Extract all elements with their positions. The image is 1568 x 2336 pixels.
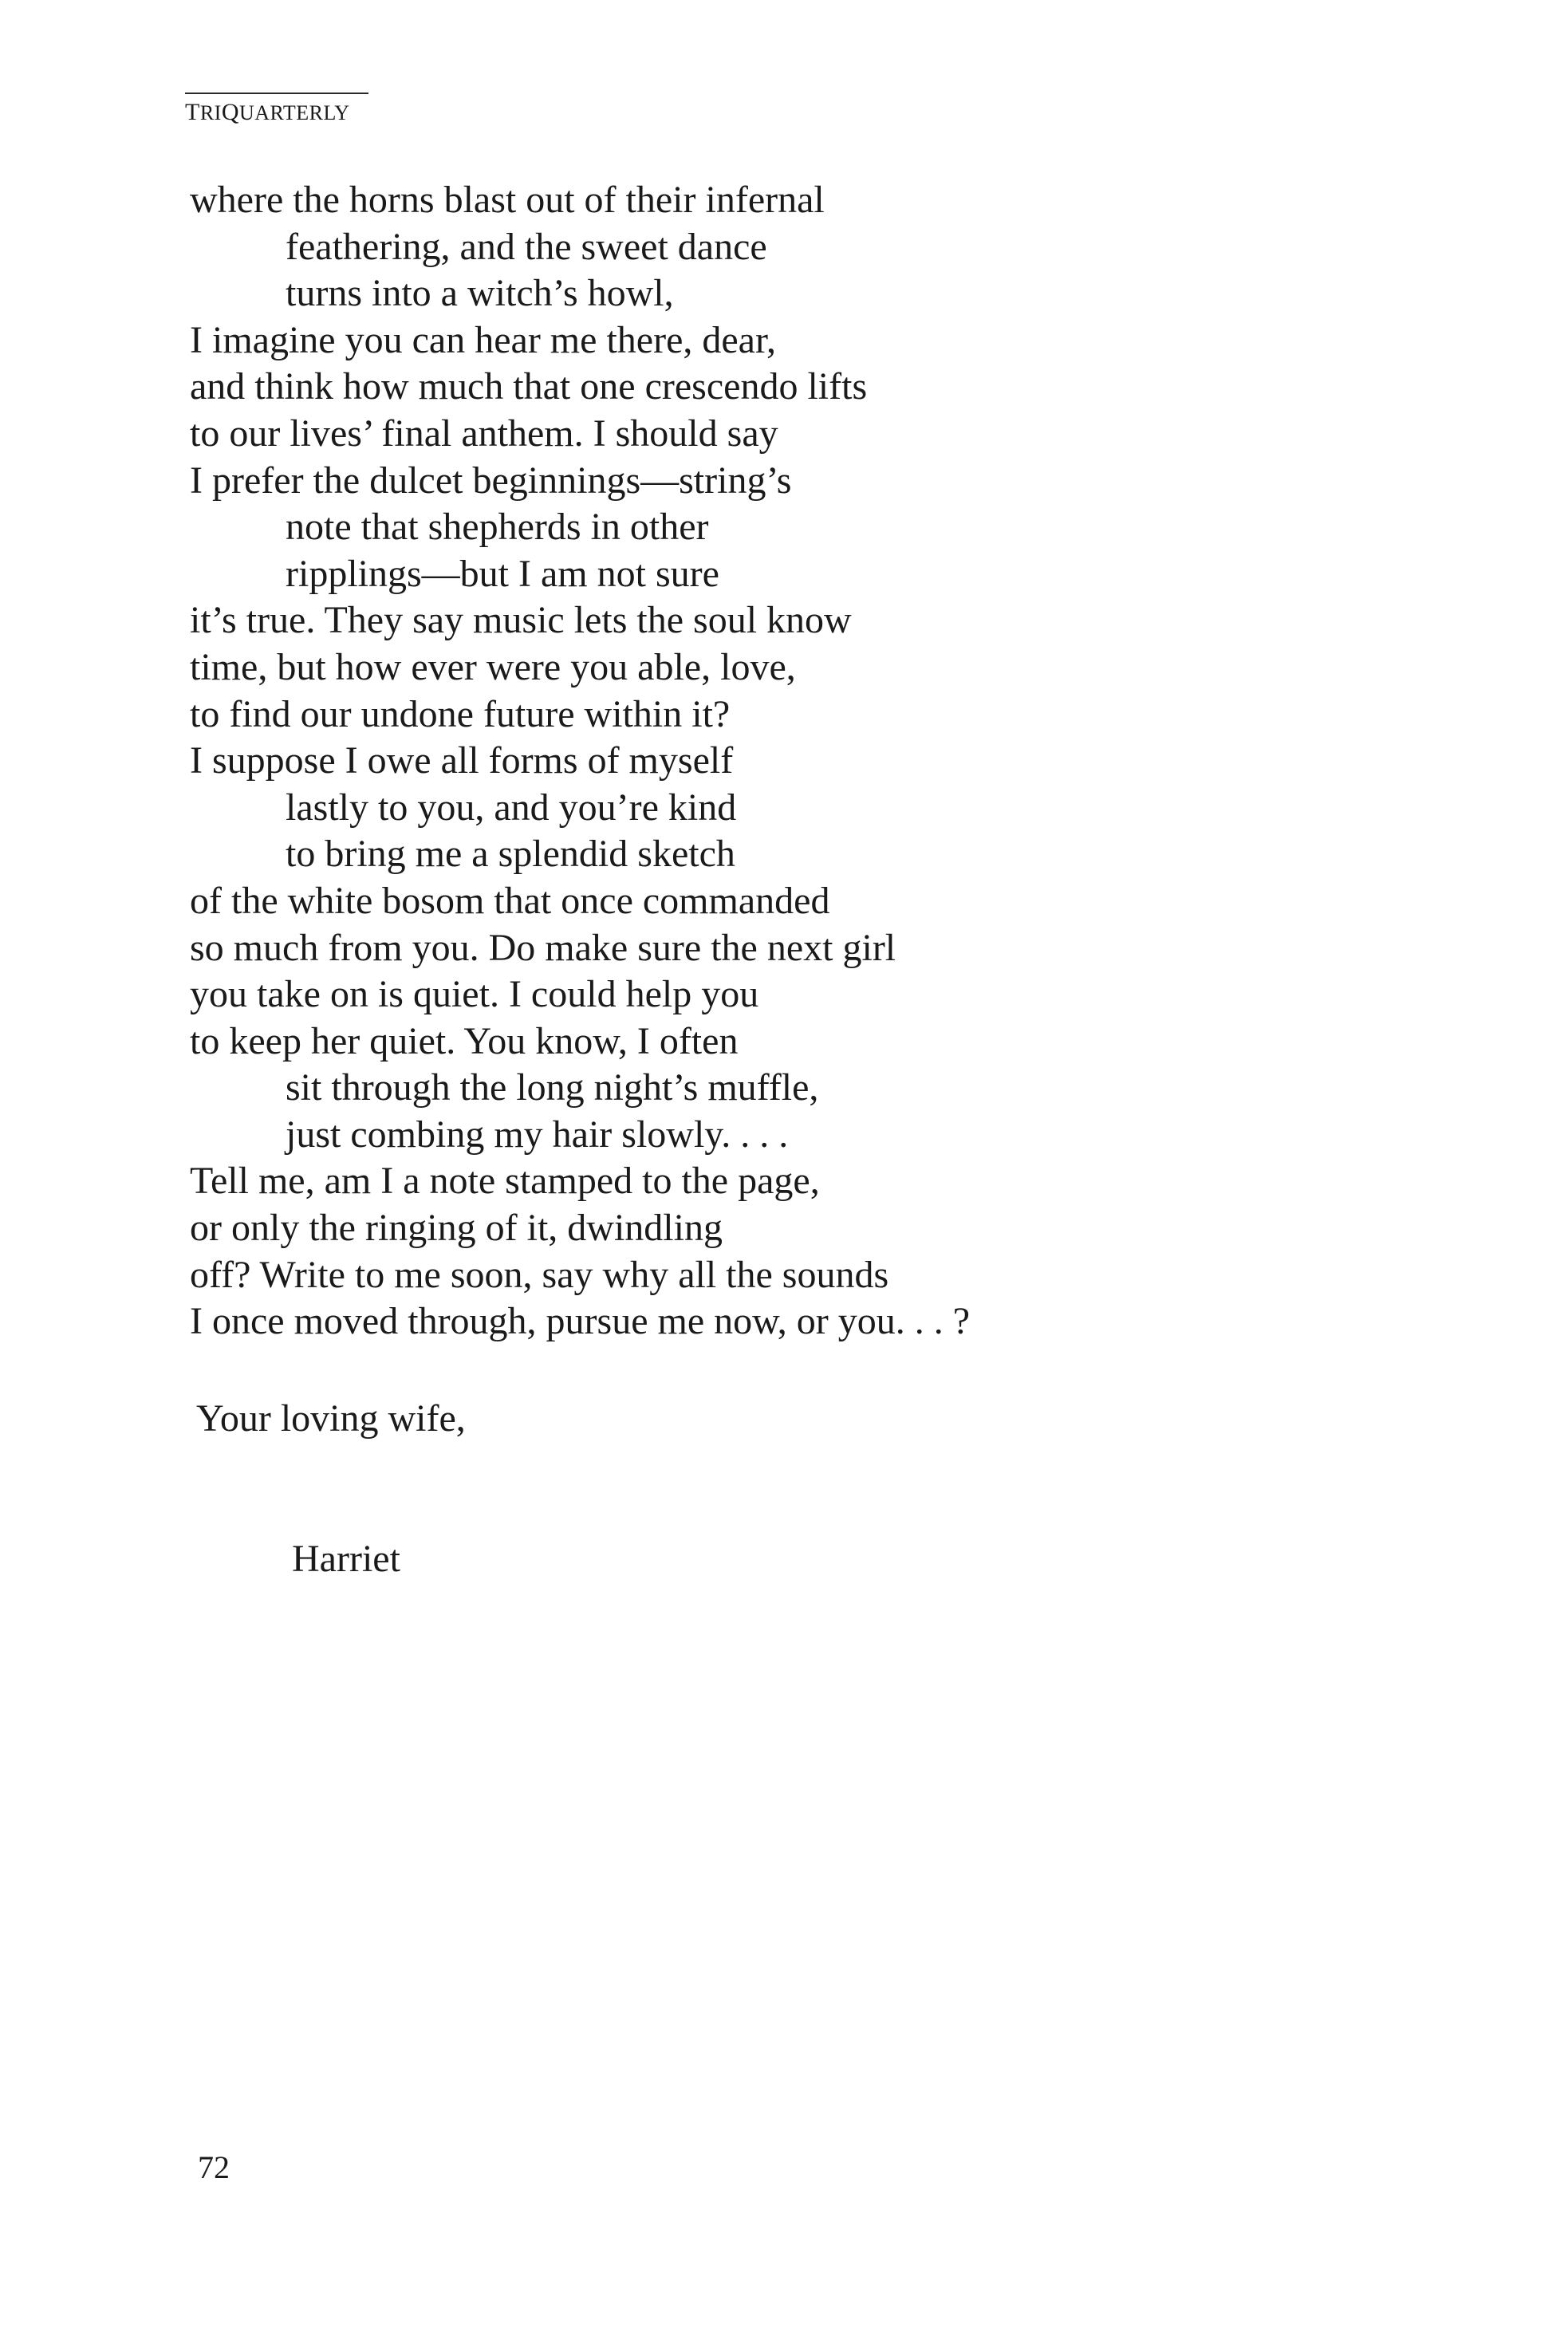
running-head-initial-t: T	[185, 99, 200, 125]
poem-line: time, but how ever were you able, love,	[190, 645, 796, 688]
closing-line: Your loving wife,	[196, 1397, 466, 1440]
signature: Harriet	[292, 1538, 400, 1580]
poem-line: note that shepherds in other	[286, 506, 709, 549]
poem-line: turns into a witch’s howl,	[286, 272, 674, 315]
header-rule	[185, 93, 368, 94]
poem-line: I once moved through, pursue me now, or you. . . ?	[190, 1300, 970, 1343]
poem-body	[190, 177, 970, 1345]
running-head-part-uarterly: UARTERLY	[239, 101, 350, 124]
poem-line: off? Write to me soon, say why all the sounds	[190, 1253, 889, 1296]
poem-line: feathering, and the sweet dance	[286, 225, 767, 268]
running-head-part-ri: RI	[199, 101, 222, 124]
poem-line: or only the ringing of it, dwindling	[190, 1207, 723, 1250]
page-number: 72	[198, 2149, 230, 2185]
poem-line: where the horns blast out of their infernal	[190, 179, 825, 221]
poem-line: I suppose I owe all forms of myself	[190, 739, 734, 782]
poem-line: Tell me, am I a note stamped to the page,	[190, 1160, 820, 1203]
poem-line: and think how much that one crescendo lifts	[190, 365, 868, 408]
running-head-initial-q: Q	[221, 99, 239, 125]
poem-line: so much from you. Do make sure the next girl	[190, 926, 896, 969]
poem-line: I imagine you can hear me there, dear,	[190, 318, 777, 361]
poem-line: you take on is quiet. I could help you	[190, 973, 759, 1016]
poem-line: to keep her quiet. You know, I often	[190, 1019, 739, 1062]
poem-line: to bring me a splendid sketch	[286, 833, 735, 876]
poem-line: it’s true. They say music lets the soul know	[190, 599, 852, 642]
poem-line: ripplings—but I am not sure	[286, 552, 719, 595]
poem-line: sit through the long night’s muffle,	[286, 1066, 819, 1109]
poem-line: lastly to you, and you’re kind	[286, 786, 737, 829]
poem-line: to find our undone future within it?	[190, 692, 731, 735]
poem-line: of the white bosom that once commanded	[190, 879, 830, 922]
running-head	[185, 99, 350, 126]
poem-line: I prefer the dulcet beginnings—string’s	[190, 459, 792, 502]
poem-line: just combing my hair slowly. . . .	[286, 1113, 789, 1156]
poem-line: to our lives’ final anthem. I should say	[190, 412, 778, 455]
